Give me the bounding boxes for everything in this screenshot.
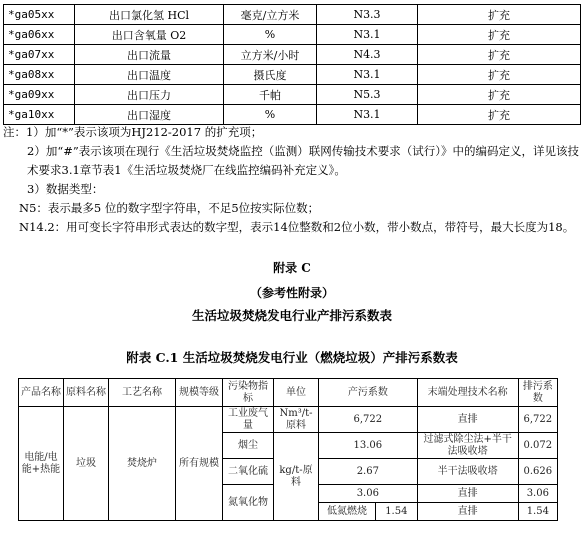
type-cell: N3.1 (317, 65, 418, 85)
note-4: N5：表示最多5 位的数字型字符串，不足5位按实际位数； (19, 201, 320, 215)
unit-cell: % (224, 105, 317, 125)
pollutant-cell: 二氧化硫 (223, 459, 274, 485)
treatment-tech-cell: 直排 (417, 503, 518, 521)
production-coef-cell: 2.67 (319, 459, 418, 485)
low-nox-label-cell: 低氮燃烧 (319, 503, 376, 521)
note-cell: 扩充 (418, 65, 581, 85)
material-cell: 垃圾 (64, 407, 109, 521)
unit-cell: Nm³/t-原料 (274, 407, 319, 433)
treatment-tech-cell: 半干法吸收塔 (417, 459, 518, 485)
header-process: 工艺名称 (109, 379, 176, 407)
type-cell: N3.1 (317, 25, 418, 45)
header-product: 产品名称 (19, 379, 64, 407)
pollutant-cell: 工业废气量 (223, 407, 274, 433)
table-row (4, 85, 581, 105)
note-cell: 扩充 (418, 45, 581, 65)
note-cell: 扩充 (418, 85, 581, 105)
table-row (19, 407, 558, 433)
table-row (4, 45, 581, 65)
product-cell: 电能/电能+热能 (19, 407, 64, 521)
name-cell: 出口压力 (75, 85, 224, 105)
treatment-tech-cell: 直排 (417, 485, 518, 503)
emission-coef-cell: 3.06 (518, 485, 557, 503)
unit-cell: % (224, 25, 317, 45)
unit-cell: kg/t-原料 (274, 433, 319, 521)
name-cell: 出口含氧量 O2 (75, 25, 224, 45)
note-cell: 扩充 (418, 25, 581, 45)
table-header-row (19, 379, 558, 407)
code-cell: *ga06xx (4, 25, 75, 45)
production-coef-cell: 1.54 (376, 503, 418, 521)
header-pollutant: 污染物指标 (223, 379, 274, 407)
header-treatment-tech: 末端处理技术名称 (417, 379, 518, 407)
table-row (4, 105, 581, 125)
header-emission-coef: 排污系数 (518, 379, 557, 407)
process-cell: 焚烧炉 (109, 407, 176, 521)
code-cell: *ga08xx (4, 65, 75, 85)
coefficient-table (18, 378, 558, 521)
note-cell: 扩充 (418, 5, 581, 25)
table-row (4, 5, 581, 25)
unit-cell: 摄氏度 (224, 65, 317, 85)
appendix-title: 生活垃圾焚烧发电行业产排污系数表 (191, 308, 392, 323)
note-5: N14.2：用可变长字符串形式表达的数字型，表示14位整数和2位小数，带小数点，带符号，最大长度为18。 (19, 220, 575, 234)
type-cell: N3.1 (317, 105, 418, 125)
treatment-tech-cell: 直排 (417, 407, 518, 433)
header-production-coef: 产污系数 (319, 379, 418, 407)
emission-coef-cell: 6,722 (518, 407, 557, 433)
header-scale: 规模等级 (176, 379, 223, 407)
production-coef-cell: 6,722 (319, 407, 418, 433)
note-cell: 扩充 (418, 105, 581, 125)
unit-cell: 立方米/小时 (224, 45, 317, 65)
unit-cell: 毫克/立方米 (224, 5, 317, 25)
code-cell: *ga09xx (4, 85, 75, 105)
pollutant-cell: 烟尘 (223, 433, 274, 459)
table-caption: 附表 C.1 生活垃圾焚烧发电行业（燃烧垃圾）产排污系数表 (126, 350, 458, 365)
emission-coef-cell: 0.626 (518, 459, 557, 485)
note-2: 2）加“#”表示该项在现行《生活垃圾焚烧监控（监测）联网传输技术要求（试行）》中的编码定义，详见该技术要求3.1章节表1《生活垃圾焚烧厂在线监控编码补充定义》。 (27, 144, 579, 177)
notes-section (3, 123, 581, 237)
name-cell: 出口流量 (75, 45, 224, 65)
name-cell: 出口氯化氢 HCl (75, 5, 224, 25)
production-coef-cell: 3.06 (319, 485, 418, 503)
header-material: 原料名称 (64, 379, 109, 407)
production-coef-cell: 13.06 (319, 433, 418, 459)
table-row (4, 65, 581, 85)
appendix-subtitle: （参考性附录） (249, 286, 334, 300)
scale-cell: 所有规模 (176, 407, 223, 521)
table-row (4, 25, 581, 45)
code-cell: *ga07xx (4, 45, 75, 65)
type-cell: N3.3 (317, 5, 418, 25)
pollutant-cell: 氮氧化物 (223, 485, 274, 521)
treatment-tech-cell: 过滤式除尘法+半干法吸收塔 (417, 433, 518, 459)
code-cell: *ga10xx (4, 105, 75, 125)
code-cell: *ga05xx (4, 5, 75, 25)
unit-cell: 千帕 (224, 85, 317, 105)
emission-coef-cell: 1.54 (518, 503, 557, 521)
name-cell: 出口温度 (75, 65, 224, 85)
header-unit: 单位 (274, 379, 319, 407)
appendix-label: 附录 C (273, 261, 311, 275)
code-table (3, 4, 581, 125)
note-1: 注：1）加“*”表示该项为HJ212-2017 的扩充项； (3, 125, 263, 139)
note-3: 3）数据类型： (27, 182, 104, 196)
emission-coef-cell: 0.072 (518, 433, 557, 459)
type-cell: N4.3 (317, 45, 418, 65)
type-cell: N5.3 (317, 85, 418, 105)
name-cell: 出口湿度 (75, 105, 224, 125)
